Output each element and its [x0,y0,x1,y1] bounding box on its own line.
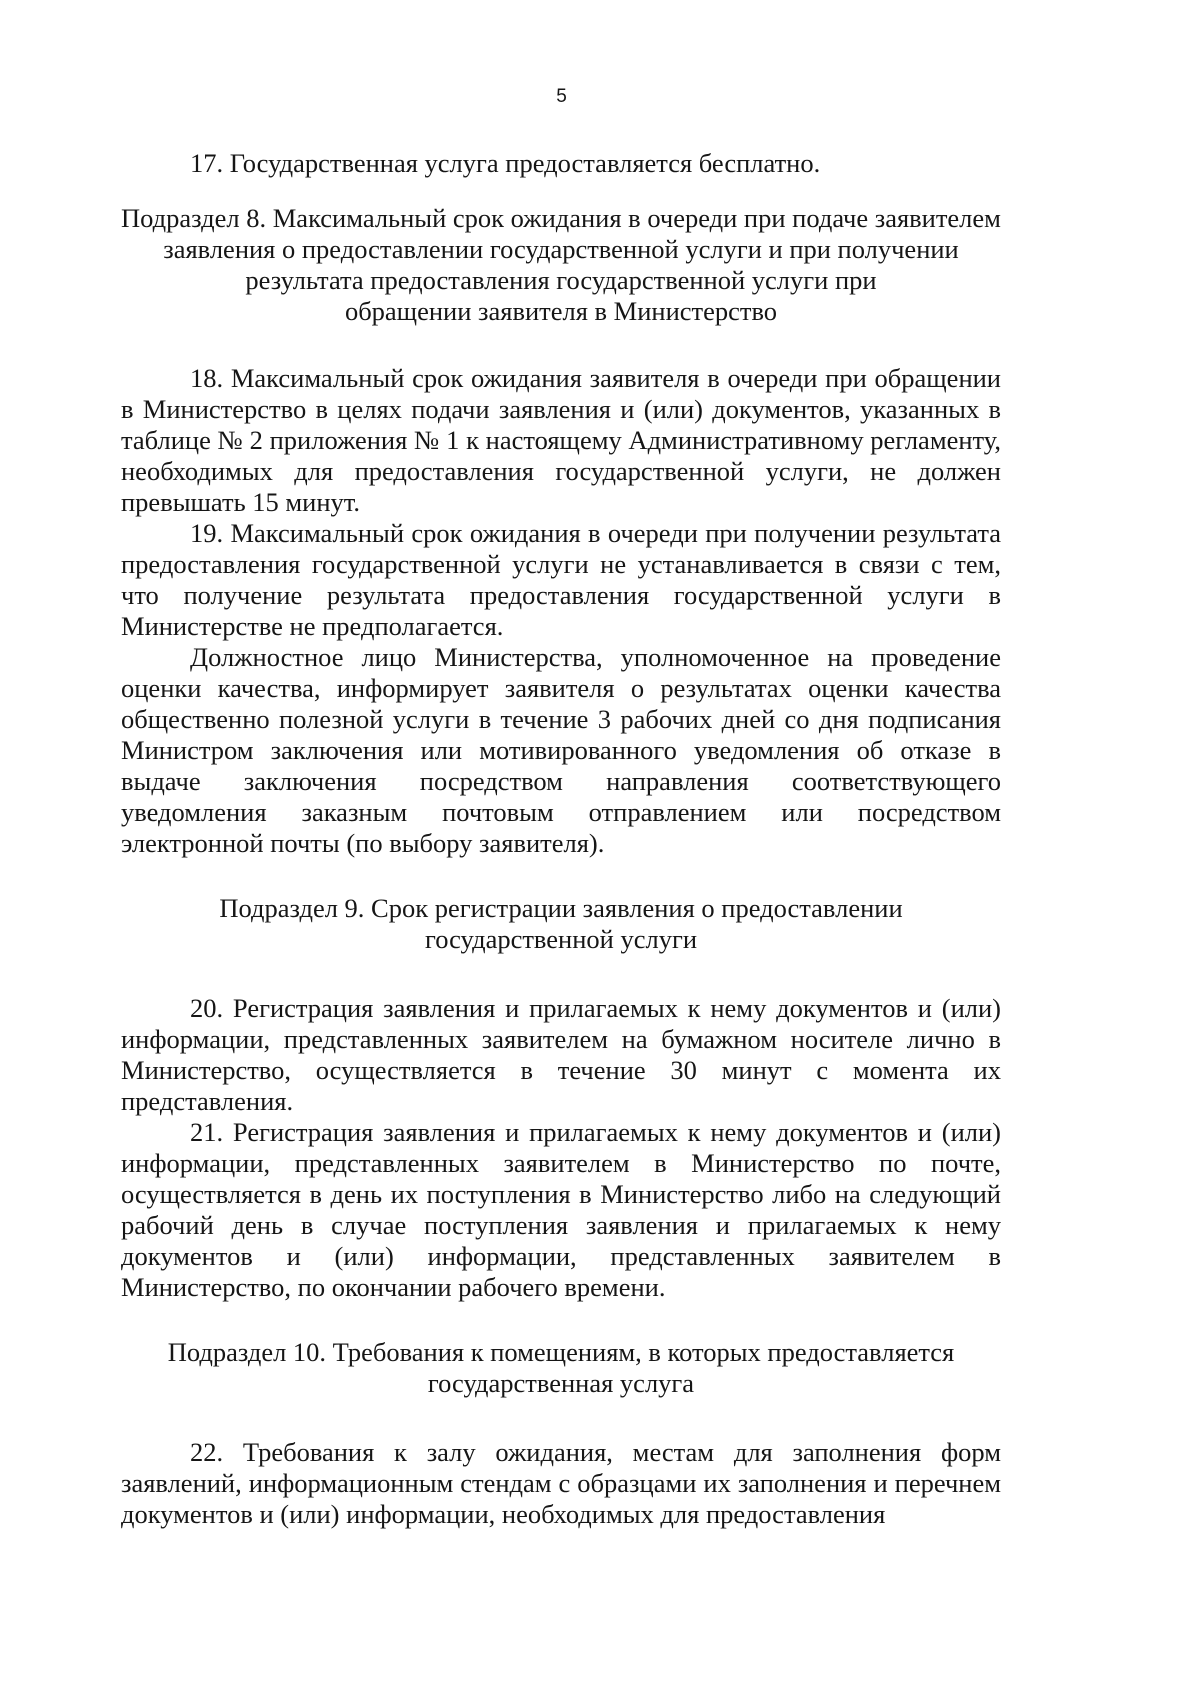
heading-line: обращении заявителя в Министерство [344,296,778,326]
heading-line: Подраздел 10. Требования к помещениям, в которых предоставляется [167,1337,955,1367]
paragraph-18: 18. Максимальный срок ожидания заявителя в очереди при обращении в Министерство в целях подачи заявления и (или) документов, указанных в таблице № 2 приложения № 1 к настоящему Административному регламенту, необходимых для предоставления государственной услуги, не должен превышать 15 минут. [121,363,1001,517]
document-body [121,148,1001,1530]
heading-line: государственная услуга [427,1368,695,1398]
paragraph-21: 21. Регистрация заявления и прилагаемых к нему документов и (или) информации, представленных заявителем в Министерство по почте, осуществляется в день их поступления в Министерство либо на следующий рабочий день в случае поступления заявления и прилагаемых к нему документов и (или) информации, представленных заявителем в Министерство, по окончании рабочего времени. [121,1117,1001,1302]
heading-line: Подраздел 9. Срок регистрации заявления о предоставлении [219,893,903,923]
paragraph-22: 22. Требования к залу ожидания, местам для заполнения форм заявлений, информационным стендам с образцами их заполнения и перечнем документов и (или) информации, необходимых для предоставления [121,1437,1001,1529]
paragraph-20: 20. Регистрация заявления и прилагаемых к нему документов и (или) информации, представленных заявителем на бумажном носителе лично в Министерство, осуществляется в течение 30 минут с момента их представления. [121,993,1001,1116]
subsection-8-heading [121,203,1001,327]
heading-line: результата предоставления государственной услуги при [245,265,877,295]
heading-line: Подраздел 8. Максимальный срок ожидания в очереди при подаче заявителем [121,203,1001,233]
heading-line: заявления о предоставлении государственной услуги и при получении [163,234,959,264]
paragraph-19-note: Должностное лицо Министерства, уполномоченное на проведение оценки качества, информирует заявителя о результатах оценки качества общественно полезной услуги в течение 3 рабочих дней со дня подписания Министром заключения или мотивированного уведомления об отказе в выдаче заключения посредством направления соответствующего уведомления заказным почтовым отправлением или посредством электронной почты (по выбору заявителя). [121,642,1001,858]
subsection-10-heading [121,1337,1001,1399]
subsection-9-heading [121,893,1001,955]
page-number: 5 [556,86,567,107]
paragraph-17: 17. Государственная услуга предоставляется бесплатно. [190,148,821,178]
heading-line: государственной услуги [424,924,698,954]
paragraph-19: 19. Максимальный срок ожидания в очереди при получении результата предоставления государственной услуги не устанавливается в связи с тем, что получение результата предоставления государственной услуги в Министерстве не предполагается. [121,518,1001,641]
